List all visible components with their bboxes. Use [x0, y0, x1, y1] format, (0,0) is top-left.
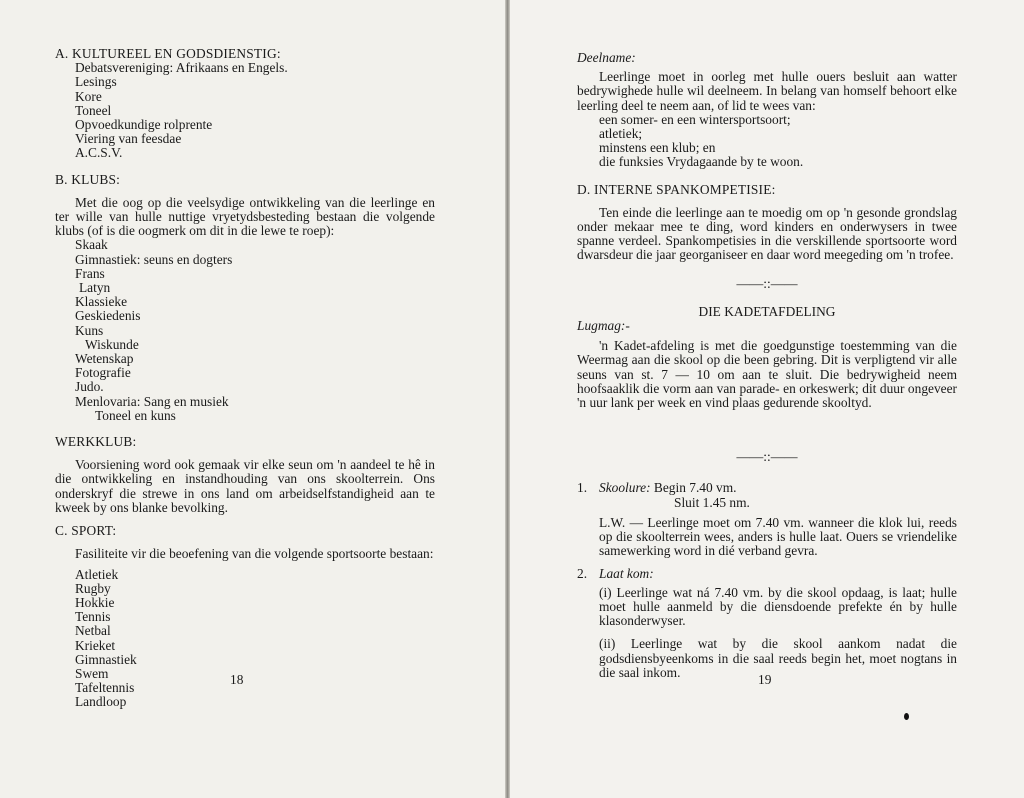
werkklub-text: Voorsiening word ook gemaak vir elke seun om 'n aandeel te hê in die ontwikkeling en instandhouding van ons skoolterrein. Ons onderskryf die strewe in ons land om arbeidselfstandigheid aan te kweek by ons blanke bevolking.: [55, 457, 435, 515]
list-item: Debatsvereniging: Afrikaans en Engels.: [75, 60, 288, 76]
page-number-left: 18: [230, 672, 244, 687]
deelname-heading: Deelname:: [577, 50, 636, 65]
list-item: Gimnastiek: [75, 651, 137, 667]
list-item: Opvoedkundige rolprente: [75, 117, 213, 133]
section-d-heading: D. INTERNE SPANKOMPETISIE:: [577, 181, 776, 197]
list-item: Viering van feesdae: [75, 131, 182, 147]
list-item: Frans: [75, 265, 105, 281]
skoolure-sluit: Sluit 1.45 nm.: [674, 494, 750, 510]
kadet-text: 'n Kadet-afdeling is met die goedgunstige toestemming van die Weermag aan die skool op die been gebring. Dit is verpligtend vir alle seuns van st. 7 — 10 om aan te sluit. Die bedrywigheid neem hoofsaaklik die vorm aan van parade- en orkeswerk; dit duur ongeveer 'n uur lank per week en vind plaas gedurende skooltyd.: [577, 338, 957, 411]
list-item: Krieket: [75, 637, 116, 653]
list-item: Klassieke: [75, 294, 128, 310]
werkklub-heading: WERKKLUB:: [55, 434, 137, 450]
laat-item-i: (i) Leerlinge wat ná 7.40 vm. by die skool opdaag, is laat; hulle moet hulle aanmeld by die diensdoende prefekte én by hulle klasonderwyser.: [599, 584, 957, 629]
list-item: Toneel en kuns: [95, 407, 176, 423]
left-page: [0, 0, 505, 798]
list-item: Fotografie: [75, 365, 131, 381]
deelname-list: [577, 113, 957, 170]
list-item: A.C.S.V.: [75, 145, 123, 161]
laat-kom-block: [577, 567, 957, 679]
list-item: Menlovaria: Sang en musiek: [75, 393, 229, 409]
left-text-column: [55, 47, 435, 710]
section-c-intro: Fasiliteite vir die beoefening van die volgende sportsoorte bestaan:: [75, 546, 434, 562]
list-item: minstens een klub; en: [599, 140, 716, 156]
list-item: Latyn: [79, 280, 111, 296]
list-item: Atletiek: [75, 566, 119, 582]
section-d-text: Ten einde die leerlinge aan te moedig om op 'n gesonde grondslag onder mekaar mee te ding, word kinders en onderwysers in twee spanne verdeel. Spankompetisies in die verskillende sportsoorte word dwarsdeur die jaar georganiseer en daar word meegeding om 'n trofee.: [577, 204, 957, 263]
skoolure-block: [577, 481, 957, 558]
list-item: Geskiedenis: [75, 308, 141, 324]
list-item: Landloop: [75, 694, 127, 710]
lw-note: L.W. — Leerlinge moet om 7.40 vm. wanneer die klok lui, reeds op die skoolterrein wees, anders is hulle laat. Ouers se vriendelike samewerking word in dié verband gevra.: [599, 514, 957, 559]
skoolure-number: 1.: [577, 480, 588, 496]
list-item: Tafeltennis: [75, 680, 135, 696]
section-b-list: [55, 238, 435, 423]
section-a-list: [55, 61, 435, 160]
list-item: Skaak: [75, 237, 108, 253]
list-item: Lesings: [75, 74, 117, 90]
list-item: Netbal: [75, 623, 111, 639]
list-item: Gimnastiek: seuns en dogters: [75, 251, 233, 267]
list-item: atletiek;: [599, 126, 643, 142]
lugmag-heading: Lugmag:-: [577, 318, 630, 334]
laat-item-ii: (ii) Leerlinge wat by die skool aankom nadat die godsdiensbyeenkoms in die saal reeds begin het, moet nogtans in die saal inkom.: [599, 636, 957, 680]
laat-number: 2.: [577, 566, 588, 582]
list-item: Toneel: [75, 102, 112, 118]
deelname-text: Leerlinge moet in oorleg met hulle ouers besluit aan watter bedrywighede hulle wil deelneem. In belang van homself behoort elke leerling deel te neem aan, of lid te wees van:: [577, 69, 957, 113]
section-c-list: [55, 568, 435, 710]
list-item: Judo.: [75, 379, 104, 395]
section-c-heading: C. SPORT:: [55, 523, 117, 539]
section-b-intro: Met die oog op die veelsydige ontwikkeling van die leerlinge en ter wille van hulle nuttige vryetydsbesteding bestaan die volgende klubs (of is die oogmerk om dit in die lewe te roep):: [55, 194, 435, 239]
separator-2: ——::——: [736, 449, 798, 465]
skoolure-label: Skoolure:: [599, 480, 651, 496]
skoolure-begin: Begin 7.40 vm.: [653, 480, 737, 496]
ink-spot: [904, 713, 909, 720]
kadet-heading: DIE KADETAFDELING: [698, 303, 836, 319]
page-number-right: 19: [758, 672, 772, 687]
list-item: die funksies Vrydagaande by te woon.: [599, 154, 804, 170]
laat-label: Laat kom:: [599, 566, 654, 582]
separator: ——::——: [736, 275, 798, 291]
section-b-heading: B. KLUBS:: [55, 171, 121, 187]
list-item: Kore: [75, 88, 102, 104]
right-page: [510, 0, 1024, 798]
list-item: Tennis: [75, 609, 111, 625]
right-text-column: [577, 51, 957, 680]
list-item: Rugby: [75, 580, 111, 596]
list-item: Wetenskap: [75, 351, 134, 367]
list-item: Wiskunde: [85, 336, 139, 352]
section-a-heading: A. KULTUREEL EN GODSDIENSTIG:: [55, 46, 281, 61]
list-item: Swem: [75, 665, 109, 681]
list-item: Kuns: [75, 322, 104, 338]
list-item: Hokkie: [75, 594, 115, 610]
list-item: een somer- en een wintersportsoort;: [599, 111, 791, 127]
